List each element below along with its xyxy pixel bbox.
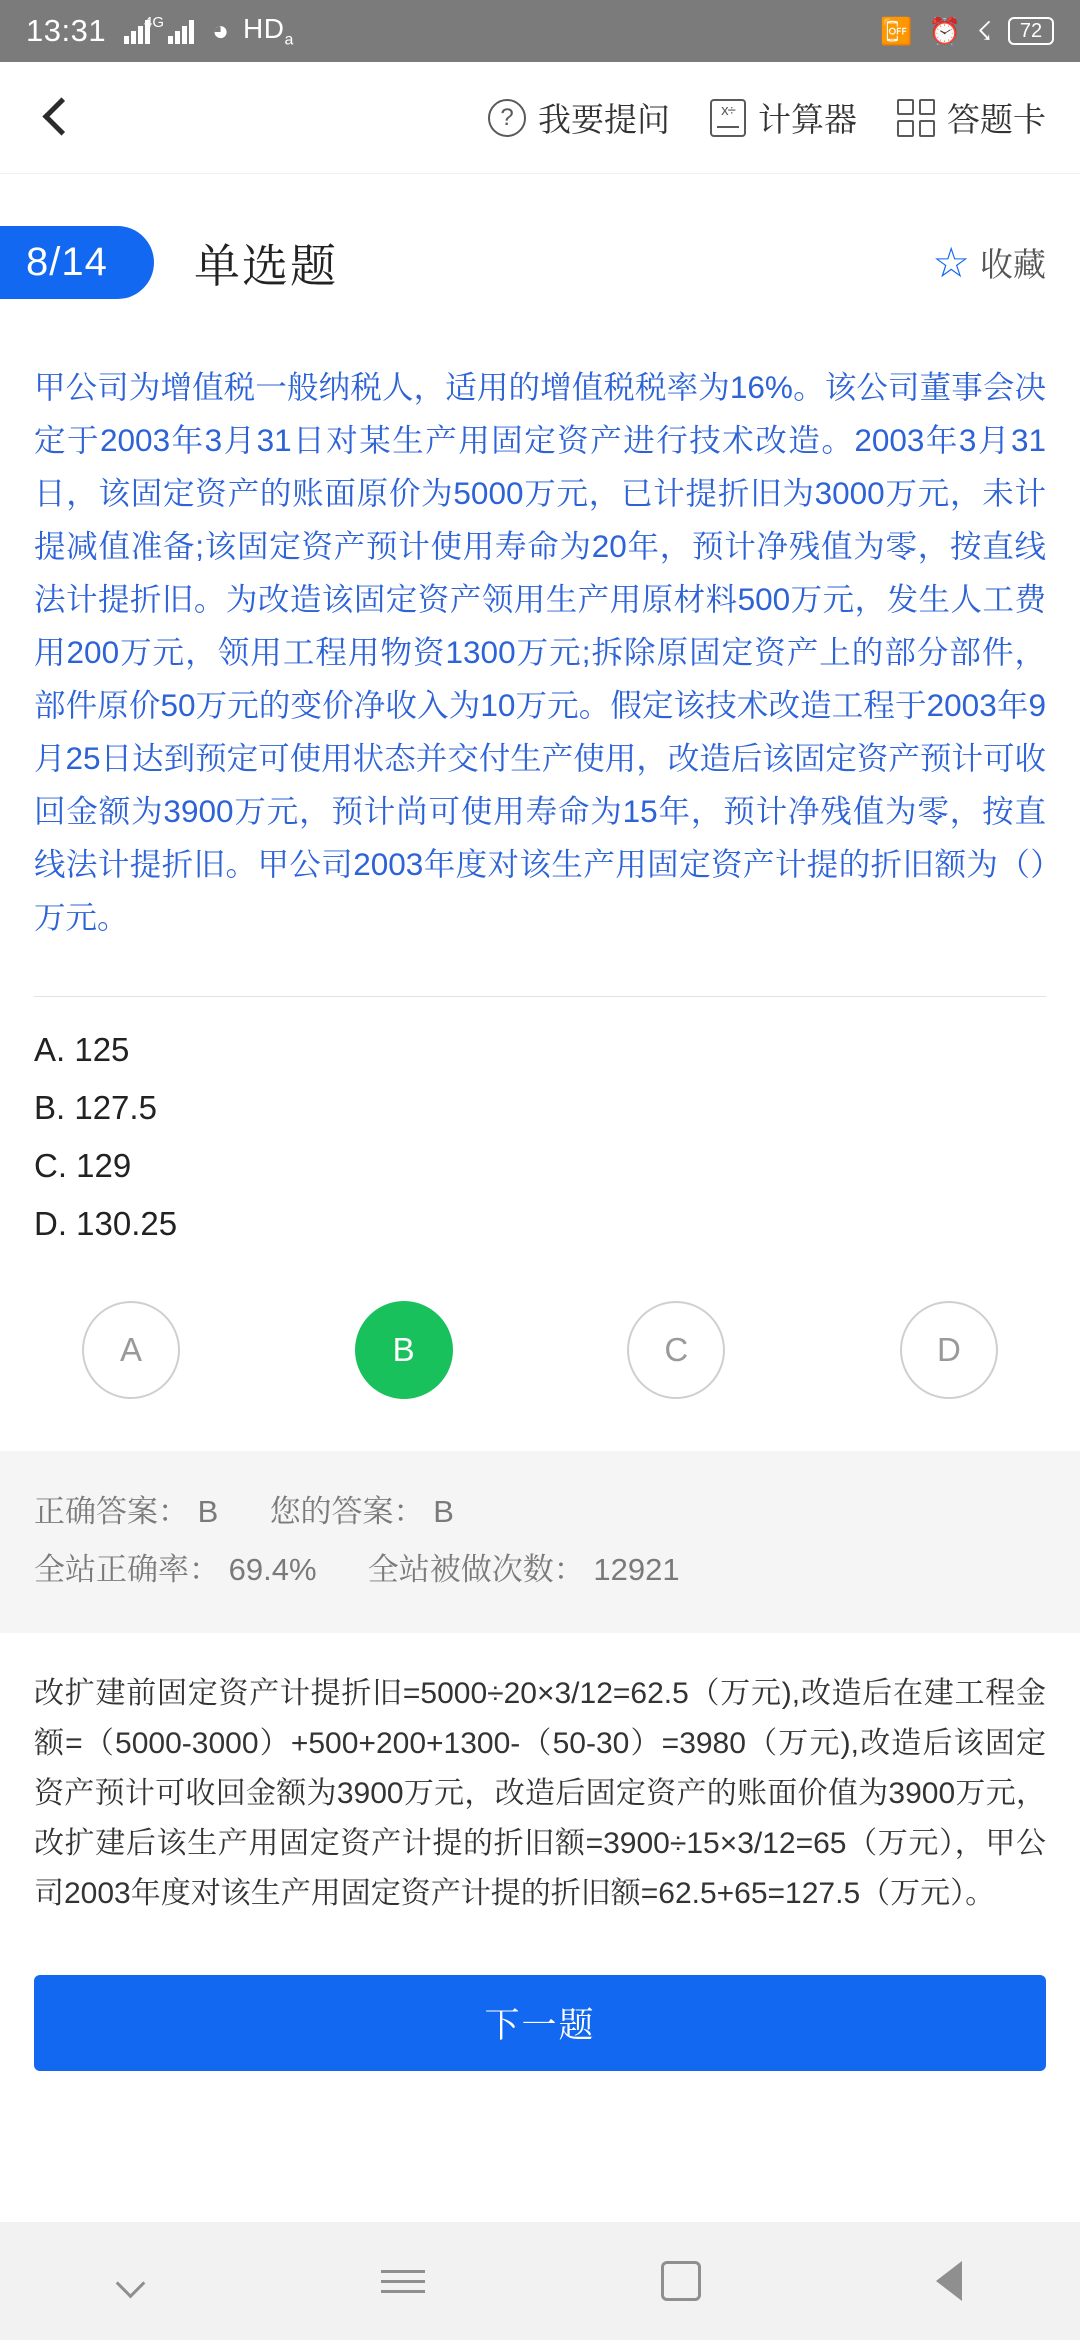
answer-summary-row-1 (34, 1483, 1046, 1541)
answer-bubble-a[interactable]: A (82, 1301, 180, 1399)
signal-bars-icon (168, 18, 198, 44)
calculator-icon: x÷ (710, 99, 746, 137)
answer-bubble-b[interactable]: B (355, 1301, 453, 1399)
explanation-text: 改扩建前固定资产计提折旧=5000÷20×3/12=62.5（万元),改造后在建工程金额=（5000-3000）+500+200+1300-（50-30）=3980（万元),改造后该固定资产预计可收回金额为3900万元，改造后固定资产的账面价值为3900万元，改扩建后该生产用固定资产计提的折旧额=3900÷15×3/12=65（万元），甲公司2003年度对该生产用固定资产计提的折旧额=62.5+65=127.5（万元）。 (34, 1677, 1046, 1910)
calculator-button[interactable] (710, 94, 857, 141)
favorite-label: 收藏 (980, 246, 1046, 283)
your-answer-label: 您的答案： (269, 1494, 425, 1529)
grid-icon (897, 99, 935, 137)
answer-bubble-c[interactable]: C (627, 1301, 725, 1399)
question-mark-circle-icon: ? (488, 99, 526, 137)
answer-bubble-d[interactable]: D (900, 1301, 998, 1399)
option-b[interactable]: B. 127.5 (34, 1089, 157, 1126)
menu-icon[interactable] (381, 2263, 425, 2300)
accuracy-value: 69.4% (228, 1552, 317, 1587)
attempts-value: 12921 (593, 1552, 680, 1587)
favorite-button[interactable] (932, 239, 1046, 286)
wifi-icon: ◕ (212, 15, 229, 46)
answer-sheet-label: 答题卡 (947, 101, 1046, 138)
answer-summary-row-2 (34, 1541, 1046, 1599)
calculator-label: 计算器 (758, 101, 857, 138)
star-icon: ☆ (932, 238, 970, 286)
question-progress-badge: 8/14 (0, 226, 154, 299)
option-d[interactable]: D. 130.25 (34, 1205, 178, 1242)
answer-summary-panel (0, 1451, 1080, 1633)
answer-bubble-row (0, 1253, 1080, 1399)
alarm-icon: ⏰ (928, 16, 962, 46)
back-button[interactable] (34, 91, 88, 145)
home-square-icon[interactable] (661, 2261, 701, 2301)
system-navigation-bar (0, 2222, 1080, 2340)
sim1-network-badge: 4G (144, 14, 165, 31)
option-c[interactable]: C. 129 (34, 1147, 132, 1184)
signal-bars-icon (124, 14, 165, 44)
answer-sheet-button[interactable] (897, 94, 1046, 141)
option-a[interactable]: A. 125 (34, 1031, 130, 1068)
ask-question-label: 我要提问 (538, 101, 670, 138)
status-left-icons (124, 13, 294, 50)
chevron-down-icon[interactable] (118, 2273, 146, 2289)
status-bar (0, 0, 1080, 62)
correct-answer-value: B (197, 1494, 219, 1529)
back-triangle-icon[interactable] (936, 2261, 962, 2301)
vibrate-icon: 📴 (880, 16, 913, 46)
question-header (0, 174, 1080, 343)
status-right-icons (880, 17, 1054, 45)
question-stem: 甲公司为增值税一般纳税人，适用的增值税税率为16%。该公司董事会决定于2003年3月31日对某生产用固定资产进行技术改造。2003年3月31日，该固定资产的账面原价为5000万元，已计提折旧为3000万元，未计提减值准备;该固定资产预计使用寿命为20年，预计净残值为零，按直线法计提折旧。为改造该固定资产领用生产用原材料500万元，发生人工费用200万元，领用工程用物资1300万元;拆除原固定资产上的部分部件，部件原价50万元的变价净收入为10万元。假定该技术改造工程于2003年9月25日达到预定可使用状态并交付生产使用，改造后该固定资产预计可收回金额为3900万元，预计尚可使用寿命为15年，预计净残值为零，按直线法计提折旧。甲公司2003年度对该生产用固定资产计提的折旧额为（）万元。 (34, 369, 1046, 935)
bluetooth-icon: ☇ (977, 16, 992, 46)
hd-voice-icon: $HD_a$ (243, 12, 294, 49)
app-top-bar (0, 62, 1080, 174)
accuracy-label: 全站正确率： (34, 1552, 220, 1587)
next-question-button[interactable]: 下一题 (34, 1975, 1046, 2071)
correct-answer-label: 正确答案： (34, 1494, 189, 1529)
battery-icon: 72 (1008, 17, 1054, 45)
footer-actions (0, 1919, 1080, 2071)
option-list (0, 997, 1080, 1253)
status-time: 13:31 (26, 13, 107, 48)
question-type-label: 单选题 (194, 239, 338, 292)
ask-question-button[interactable] (488, 94, 670, 141)
attempts-label: 全站被做次数： (367, 1552, 585, 1587)
your-answer-value: B (433, 1494, 454, 1529)
